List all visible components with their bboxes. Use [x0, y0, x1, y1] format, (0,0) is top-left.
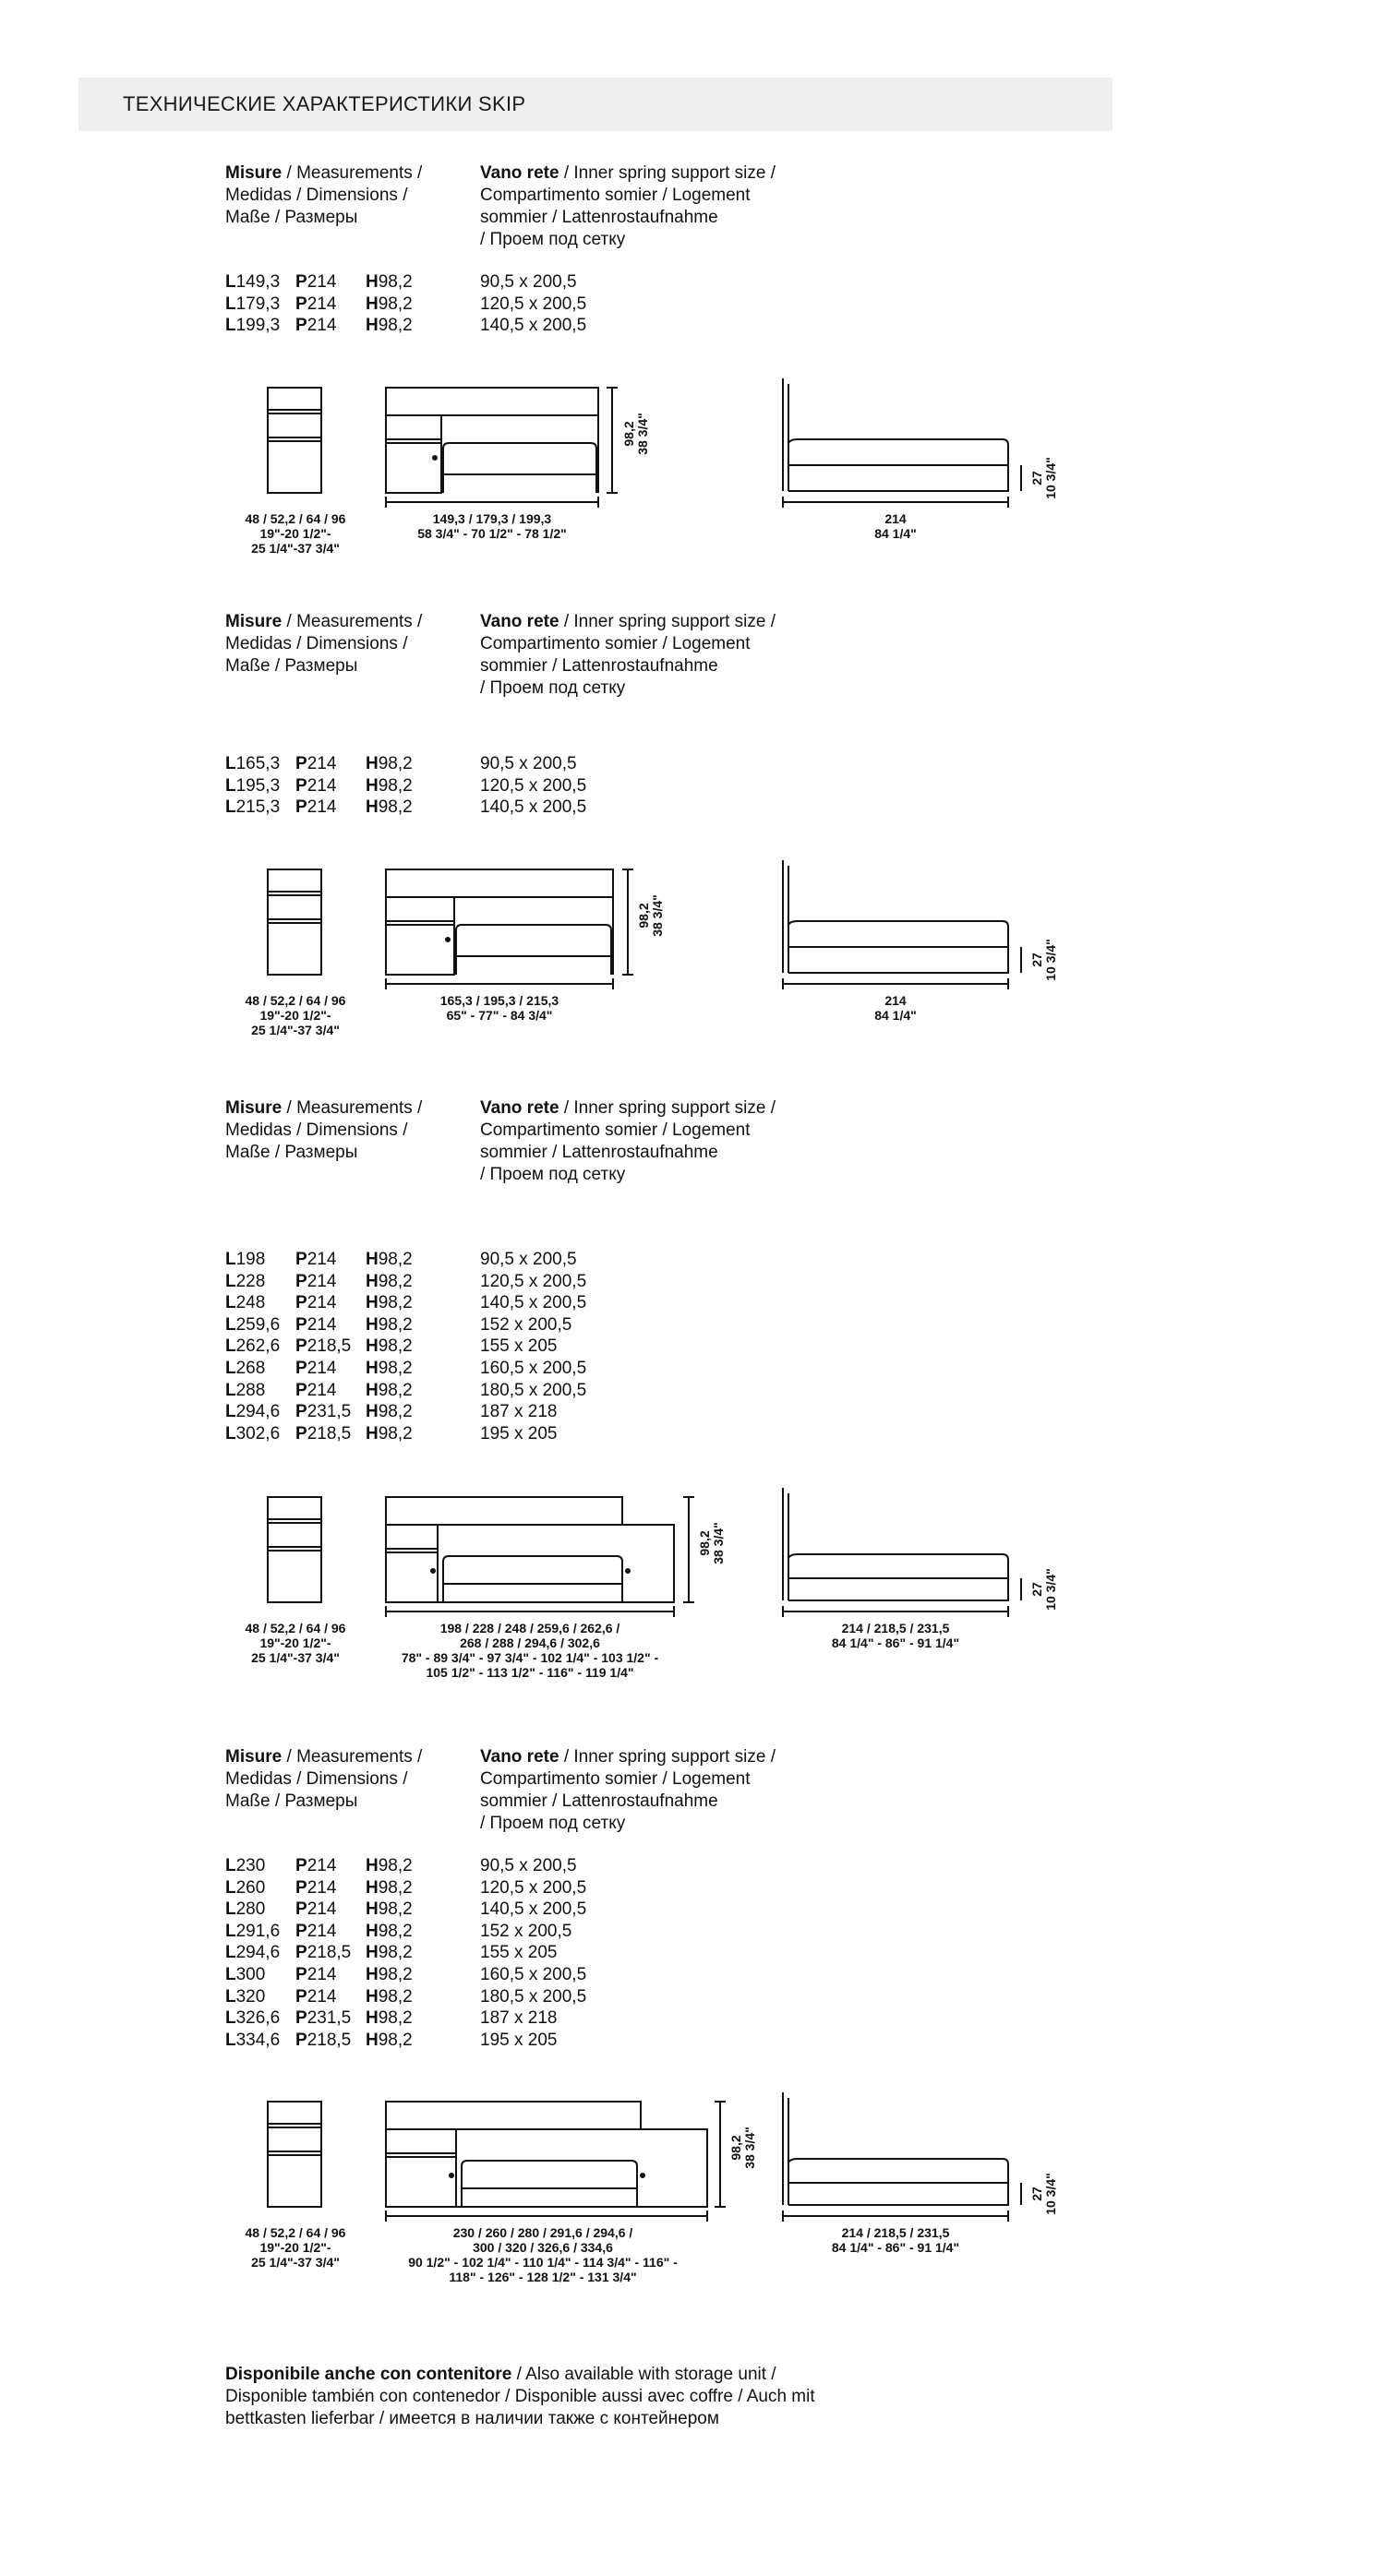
- side-dim: 48 / 52,2 / 64 / 96: [245, 1621, 346, 1635]
- vano-header: Vano rete / Inner spring support size / Compartimento somier / Logement sommier / Lattenrostaufnahme / Проем под сетку: [480, 1098, 776, 1184]
- svg-text:10 3/4": 10 3/4": [1043, 1568, 1058, 1611]
- svg-text:19"-20 1/2"-: 19"-20 1/2"-: [259, 526, 331, 541]
- height-dim: 98,2: [728, 2135, 743, 2161]
- width-dim: 149,3 / 179,3 / 199,3: [432, 511, 552, 526]
- svg-text:25 1/4"-37 3/4": 25 1/4"-37 3/4": [251, 2255, 340, 2270]
- page-title: ТЕХНИЧЕСКИЕ ХАРАКТЕРИСТИКИ SKIP: [123, 92, 526, 115]
- technical-drawing: [0, 1488, 1383, 1709]
- profile-view: [783, 860, 1021, 989]
- svg-text:10 3/4": 10 3/4": [1043, 2173, 1058, 2215]
- front-view: [386, 2102, 726, 2222]
- misure-header: Misure / Measurements / Medidas / Dimensions / Maße / Размеры: [225, 1747, 423, 1811]
- svg-text:10 3/4": 10 3/4": [1043, 939, 1058, 981]
- base-dim: 27: [1029, 471, 1044, 485]
- svg-text:25 1/4"-37 3/4": 25 1/4"-37 3/4": [251, 541, 340, 556]
- side-dim: 48 / 52,2 / 64 / 96: [245, 2225, 346, 2240]
- front-view: [386, 1497, 694, 1617]
- technical-drawing: [0, 378, 1383, 600]
- svg-text:19"-20 1/2"-: 19"-20 1/2"-: [259, 1635, 331, 1650]
- vano-header: Vano rete / Inner spring support size / Compartimento somier / Logement sommier / Lattenrostaufnahme / Проем под сетку: [480, 612, 776, 698]
- vano-header: Vano rete / Inner spring support size / Compartimento somier / Logement sommier / Lattenrostaufnahme / Проем под сетку: [480, 1747, 776, 1833]
- svg-text:300 / 320 / 326,6 / 334,6: 300 / 320 / 326,6 / 334,6: [473, 2240, 613, 2255]
- height-dim: 98,2: [697, 1530, 712, 1556]
- svg-text:84 1/4" - 86" - 91 1/4": 84 1/4" - 86" - 91 1/4": [831, 1635, 960, 1650]
- svg-text:38 3/4": 38 3/4": [650, 894, 665, 937]
- svg-text:268 / 288 / 294,6 / 302,6: 268 / 288 / 294,6 / 302,6: [460, 1635, 600, 1650]
- svg-text:38 3/4": 38 3/4": [711, 1522, 726, 1564]
- svg-text:38 3/4": 38 3/4": [635, 413, 650, 455]
- misure-header: Misure / Measurements / Medidas / Dimensions / Maße / Размеры: [225, 1098, 423, 1162]
- depth-dim: 214: [884, 511, 907, 526]
- side-dim: 48 / 52,2 / 64 / 96: [245, 511, 346, 526]
- svg-text:10 3/4": 10 3/4": [1043, 457, 1058, 499]
- profile-view: [783, 2092, 1021, 2222]
- height-dim: 98,2: [636, 903, 651, 929]
- svg-text:105 1/2" - 113 1/2" - 116" - 1: 105 1/2" - 113 1/2" - 116" - 119 1/4": [426, 1665, 634, 1680]
- technical-drawing: [0, 860, 1383, 1082]
- svg-text:58 3/4" - 70 1/2" - 78 1/2": 58 3/4" - 70 1/2" - 78 1/2": [417, 526, 567, 541]
- svg-text:84 1/4": 84 1/4": [874, 526, 917, 541]
- technical-drawing: [0, 2092, 1383, 2314]
- side-dim: 48 / 52,2 / 64 / 96: [245, 993, 346, 1008]
- base-dim: 27: [1029, 953, 1044, 967]
- svg-text:38 3/4": 38 3/4": [742, 2127, 757, 2169]
- misure-header: Misure / Measurements / Medidas / Dimensions / Maße / Размеры: [225, 163, 423, 227]
- misure-header: Misure / Measurements / Medidas / Dimensions / Maße / Размеры: [225, 612, 423, 676]
- base-dim: 27: [1029, 1582, 1044, 1597]
- svg-text:25 1/4"-37 3/4": 25 1/4"-37 3/4": [251, 1023, 340, 1037]
- svg-text:84 1/4": 84 1/4": [874, 1008, 917, 1023]
- section-header: [78, 78, 1112, 131]
- base-dim: 27: [1029, 2187, 1044, 2201]
- svg-text:19"-20 1/2"-: 19"-20 1/2"-: [259, 1008, 331, 1023]
- svg-text:65" - 77" - 84 3/4": 65" - 77" - 84 3/4": [446, 1008, 553, 1023]
- storage-note: Disponibile anche con contenitore / Also available with storage unit / Disponible también con contenedor / Disponible aussi avec coffre / Auch mit bettkasten lieferbar / имеется в наличии также с контейнером: [225, 2365, 815, 2428]
- svg-text:90 1/2" - 102 1/4" - 110 1/4": 90 1/2" - 102 1/4" - 110 1/4" - 114 3/4" - 116" -: [408, 2255, 678, 2270]
- front-view: [386, 388, 618, 508]
- front-view: [386, 869, 633, 989]
- svg-text:84 1/4" - 86" - 91 1/4": 84 1/4" - 86" - 91 1/4": [831, 2240, 960, 2255]
- width-dim: 198 / 228 / 248 / 259,6 / 262,6 /: [439, 1621, 620, 1635]
- svg-text:19"-20 1/2"-: 19"-20 1/2"-: [259, 2240, 331, 2255]
- vano-header: Vano rete / Inner spring support size / Compartimento somier / Logement sommier / Lattenrostaufnahme / Проем под сетку: [480, 163, 776, 249]
- profile-view: [783, 378, 1021, 508]
- depth-dim: 214: [884, 993, 907, 1008]
- height-dim: 98,2: [621, 421, 636, 447]
- width-dim: 165,3 / 195,3 / 215,3: [439, 993, 559, 1008]
- svg-text:25 1/4"-37 3/4": 25 1/4"-37 3/4": [251, 1650, 340, 1665]
- svg-text:118" - 126" - 128 1/2" - 131 3: 118" - 126" - 128 1/2" - 131 3/4": [449, 2270, 637, 2284]
- depth-dim: 214 / 218,5 / 231,5: [841, 1621, 950, 1635]
- depth-dim: 214 / 218,5 / 231,5: [841, 2225, 950, 2240]
- svg-text:78" - 89 3/4" - 97 3/4" - 102: 78" - 89 3/4" - 97 3/4" - 102 1/4" - 103 1/2" -: [401, 1650, 659, 1665]
- width-dim: 230 / 260 / 280 / 291,6 / 294,6 /: [452, 2225, 633, 2240]
- profile-view: [783, 1488, 1021, 1617]
